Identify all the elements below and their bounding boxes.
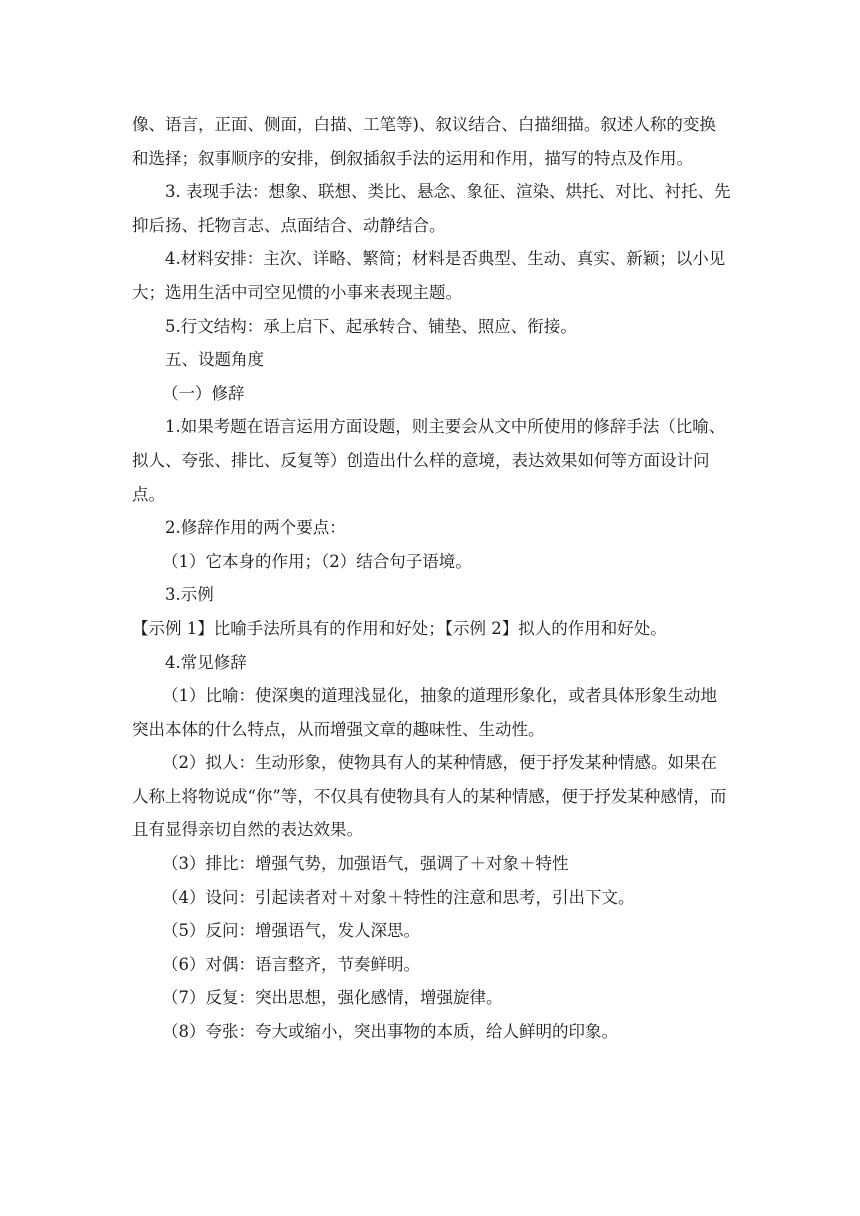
list-item-hyperbole: （8）夸张：夸大或缩小，突出事物的本质，给人鲜明的印象。 [162, 1022, 618, 1042]
section-heading-question-angles: 五、设题角度 [165, 350, 264, 370]
subsection-heading-rhetoric: （一）修辞 [162, 383, 245, 403]
list-item-metaphor: （1）比喻：使深奥的道理浅显化，抽象的道理形象化，或者具体形象生动地突出本体的什么特点，从而增强文章的趣味性、生动性。 [132, 686, 717, 739]
list-item-antithesis: （6）对偶：语言整齐，节奏鲜明。 [162, 954, 420, 974]
paragraph-rhetoric-key-points: 2.修辞作用的两个要点： [165, 518, 346, 538]
list-item-rhetorical-question-answered: （4）设问：引起读者对＋对象＋特性的注意和思考，引出下文。 [162, 887, 635, 907]
paragraph-common-rhetoric-heading: 4.常见修辞 [165, 652, 247, 672]
list-item-personification: （2）拟人：生动形象，使物具有人的某种情感，便于抒发某种情感。如果在人称上将物说成“你”等，不仅具有使物具有人的某种情感，便于抒发某种感情，而且有显得亲切自然的表达效果。 [132, 753, 727, 840]
list-item-rhetorical-question: （5）反问：增强语气，发人深思。 [162, 921, 420, 941]
paragraph-material-arrangement: 4.材料安排：主次、详略、繁简；材料是否典型、生动、真实、新颖；以小见大；选用生活中司空见惯的小事来表现主题。 [132, 249, 726, 302]
paragraph-key-points-detail: （1）它本身的作用；（2）结合句子语境。 [162, 551, 472, 571]
list-item-repetition: （7）反复：突出思想，强化感情，增强旋律。 [162, 988, 503, 1008]
paragraph-description-methods: 像、语言，正面、侧面，白描、工笔等)、叙议结合、白描细描。叙述人称的变换和选择；叙事顺序的安排，倒叙插叙手法的运用和作用，描写的特点及作用。 [132, 115, 716, 168]
paragraph-structure: 5.行文结构：承上启下、起承转合、铺垫、照应、衔接。 [165, 316, 577, 336]
paragraph-rhetoric-question-design: 1.如果考题在语言运用方面设题，则主要会从文中所使用的修辞手法（比喻、拟人、夸张、排比、反复等）创造出什么样的意境，表达效果如何等方面设计问点。 [132, 417, 726, 504]
paragraph-examples-heading: 3.示例 [165, 585, 214, 605]
list-item-parallelism: （3）排比：增强气势，加强语气，强调了＋对象＋特性 [162, 854, 569, 874]
paragraph-expression-techniques: 3. 表现手法：想象、联想、类比、悬念、象征、渲染、烘托、对比、衬托、先抑后扬、托物言志、点面结合、动静结合。 [132, 182, 731, 235]
document-body [132, 108, 732, 1049]
paragraph-examples: 【示例 1】比喻手法所具有的作用和好处；【示例 2】拟人的作用和好处。 [132, 618, 667, 638]
